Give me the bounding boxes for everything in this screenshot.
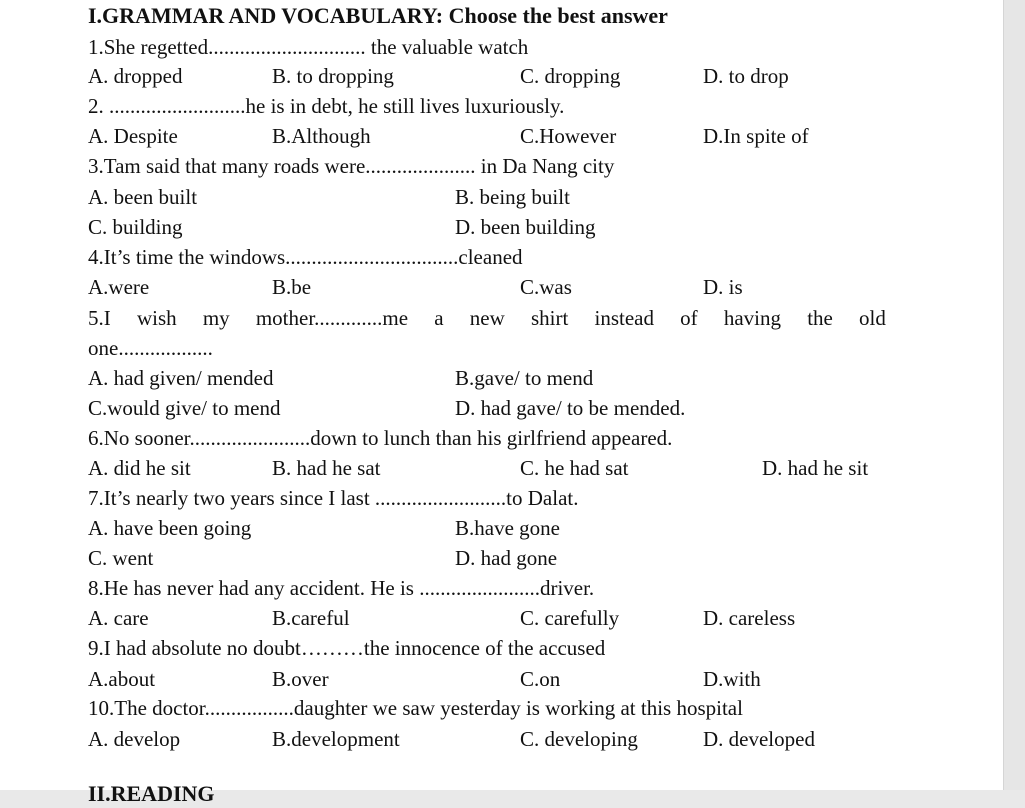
stem-word: new (469, 306, 505, 330)
stem-word: having (723, 306, 782, 330)
question-7-option-a: A. have been going (88, 516, 252, 540)
question-8-option-a: A. care (88, 606, 149, 630)
question-9-stem: 9.I had absolute no doubt………the innocence of the accused (88, 636, 606, 660)
question-10-option-d: D. developed (703, 727, 815, 751)
stem-word: mother.............me (255, 306, 409, 330)
question-7-stem: 7.It’s nearly two years since I last .........................to Dalat. (88, 486, 579, 510)
stem-word: instead (594, 306, 654, 330)
question-9-option-a: A.about (88, 667, 156, 691)
stem-word: a (434, 306, 444, 330)
question-3-option-b: B. being built (455, 185, 570, 209)
question-9-option-d: D.with (703, 667, 761, 691)
question-3-option-d: D. been building (455, 215, 596, 239)
stem-word: old (859, 306, 886, 330)
stem-word: of (680, 306, 698, 330)
question-1-option-c: C. dropping (520, 64, 621, 88)
question-6-option-a: A. did he sit (88, 456, 191, 480)
question-7-option-b: B.have gone (455, 516, 560, 540)
stem-word: wish (136, 306, 177, 330)
question-10-stem: 10.The doctor.................daughter we saw yesterday is working at this hospital (88, 696, 743, 720)
question-10-option-a: A. develop (88, 727, 181, 751)
question-4-option-d: D. is (703, 275, 743, 299)
question-5-option-d: D. had gave/ to be mended. (455, 396, 686, 420)
question-5-stem (88, 304, 886, 332)
stem-word: the (807, 306, 833, 330)
question-4-stem: 4.It’s time the windows.................................cleaned (88, 245, 523, 269)
question-2-stem: 2. ..........................he is in debt, he still lives luxuriously. (88, 94, 565, 118)
question-10-option-b: B.development (272, 727, 400, 751)
question-2-option-c: C.However (520, 124, 617, 148)
stem-word: shirt (530, 306, 569, 330)
question-9-option-c: C.on (520, 667, 561, 691)
question-9-option-b: B.over (272, 667, 329, 691)
question-6-stem: 6.No sooner.......................down to lunch than his girlfriend appeared. (88, 426, 673, 450)
question-8-option-c: C. carefully (520, 606, 620, 630)
question-6-option-c: C. he had sat (520, 456, 629, 480)
question-2-option-a: A. Despite (88, 124, 178, 148)
question-10-option-c: C. developing (520, 727, 638, 751)
question-4-option-a: A.were (88, 275, 150, 299)
section-title: I.GRAMMAR AND VOCABULARY: Choose the best answer (88, 3, 668, 28)
question-1-option-b: B. to dropping (272, 64, 394, 88)
question-6-option-d: D. had he sit (762, 456, 869, 480)
question-3-option-a: A. been built (88, 185, 198, 209)
question-7-option-d: D. had gone (455, 546, 558, 570)
question-2-option-b: B.Although (272, 124, 371, 148)
question-2-option-d: D.In spite of (703, 124, 809, 148)
question-5-option-c: C.would give/ to mend (88, 396, 281, 420)
question-3-stem: 3.Tam said that many roads were..................... in Da Nang city (88, 154, 615, 178)
question-5-stem-continuation: one.................. (88, 336, 213, 360)
question-1-option-a: A. dropped (88, 64, 183, 88)
question-4-option-c: C.was (520, 275, 572, 299)
next-section-heading: II.READING (88, 781, 215, 806)
question-4-option-b: B.be (272, 275, 312, 299)
question-5-option-a: A. had given/ mended (88, 366, 274, 390)
question-7-option-c: C. went (88, 546, 154, 570)
question-8-option-b: B.careful (272, 606, 350, 630)
question-6-option-b: B. had he sat (272, 456, 381, 480)
question-1-option-d: D. to drop (703, 64, 789, 88)
stem-word: my (202, 306, 230, 330)
stem-word: 5.I (88, 306, 111, 330)
question-5-option-b: B.gave/ to mend (455, 366, 594, 390)
question-8-option-d: D. careless (703, 606, 796, 630)
viewer-side-rail (1003, 0, 1025, 790)
question-3-option-c: C. building (88, 215, 183, 239)
question-8-stem: 8.He has never had any accident. He is .......................driver. (88, 576, 595, 600)
question-1-stem: 1.She regetted.............................. the valuable watch (88, 35, 529, 59)
